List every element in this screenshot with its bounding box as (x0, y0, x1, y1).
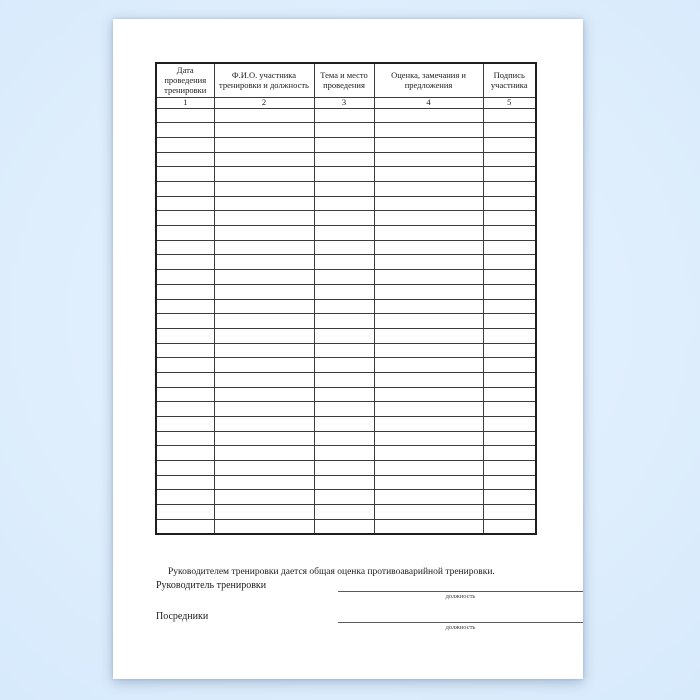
table-cell (374, 299, 483, 314)
table-cell (214, 417, 314, 432)
table-cell (483, 108, 536, 123)
signature-label-mediators: Посредники (156, 611, 209, 622)
table-cell (314, 255, 374, 270)
table-cell (156, 505, 214, 520)
table-cell (314, 211, 374, 226)
table-row (156, 490, 536, 505)
table-cell (156, 196, 214, 211)
table-body (156, 108, 536, 534)
table-cell (374, 284, 483, 299)
table-row (156, 152, 536, 167)
signature-row-mediators (156, 611, 541, 635)
table-cell (214, 505, 314, 520)
header-cell-name-position: Ф.И.О. участника тренировки и должность (214, 63, 314, 97)
table-row (156, 372, 536, 387)
table-cell (214, 446, 314, 461)
table-row (156, 182, 536, 197)
table-row (156, 328, 536, 343)
table-row (156, 284, 536, 299)
table-cell (314, 402, 374, 417)
table-cell (483, 402, 536, 417)
table-cell (483, 519, 536, 534)
table-cell (156, 211, 214, 226)
table-cell (374, 431, 483, 446)
table-cell (374, 461, 483, 476)
table-cell (214, 461, 314, 476)
table-cell (483, 137, 536, 152)
table-cell (483, 475, 536, 490)
table-cell (314, 490, 374, 505)
table-cell (483, 431, 536, 446)
table-cell (374, 417, 483, 432)
table-cell (374, 490, 483, 505)
table-cell (314, 358, 374, 373)
table-cell (314, 182, 374, 197)
header-cell-topic-place: Тема и место проведения (314, 63, 374, 97)
column-number-cell: 5 (483, 97, 536, 108)
table-cell (483, 417, 536, 432)
table-cell (156, 417, 214, 432)
table-cell (483, 461, 536, 476)
table-cell (156, 255, 214, 270)
table-cell (214, 490, 314, 505)
table-cell (374, 240, 483, 255)
table-cell (214, 358, 314, 373)
table-cell (314, 431, 374, 446)
table-cell (483, 182, 536, 197)
table-cell (314, 519, 374, 534)
table-cell (214, 475, 314, 490)
header-cell-evaluation: Оценка, замечания и предложения (374, 63, 483, 97)
table-cell (374, 182, 483, 197)
table-row (156, 343, 536, 358)
table-cell (314, 123, 374, 138)
table-cell (214, 343, 314, 358)
table-cell (156, 284, 214, 299)
table-row (156, 387, 536, 402)
table-cell (314, 137, 374, 152)
signature-caption-position: должность (445, 593, 476, 600)
document-page (113, 19, 583, 679)
table-cell (374, 211, 483, 226)
table-cell (483, 358, 536, 373)
header-cell-date: Дата проведения тренировки (156, 63, 214, 97)
table-cell (314, 446, 374, 461)
table-cell (374, 255, 483, 270)
table-row (156, 240, 536, 255)
table-row (156, 196, 536, 211)
table-cell (314, 284, 374, 299)
column-number-cell: 1 (156, 97, 214, 108)
table-cell (214, 387, 314, 402)
table-cell (156, 431, 214, 446)
table-cell (214, 284, 314, 299)
table-cell (214, 402, 314, 417)
table-cell (483, 314, 536, 329)
table-cell (483, 299, 536, 314)
table-cell (483, 284, 536, 299)
table-row (156, 431, 536, 446)
table-cell (483, 255, 536, 270)
table-cell (483, 490, 536, 505)
signature-row-leader (156, 580, 541, 604)
table-cell (214, 372, 314, 387)
table-cell (483, 167, 536, 182)
table-cell (214, 431, 314, 446)
table-cell (214, 314, 314, 329)
table-row (156, 446, 536, 461)
table-cell (156, 328, 214, 343)
table-cell (156, 240, 214, 255)
table-header (156, 63, 536, 108)
table-cell (483, 328, 536, 343)
table-cell (314, 167, 374, 182)
table-cell (314, 461, 374, 476)
table-cell (483, 226, 536, 241)
table-cell (214, 152, 314, 167)
table-row (156, 519, 536, 534)
summary-note: Руководителем тренировки дается общая оценка противоаварийной тренировки. (168, 567, 495, 577)
table-cell (156, 270, 214, 285)
table-row (156, 226, 536, 241)
table-cell (156, 299, 214, 314)
table-cell (483, 446, 536, 461)
table-cell (214, 182, 314, 197)
table-cell (374, 152, 483, 167)
table-cell (314, 240, 374, 255)
table-cell (483, 152, 536, 167)
table-cell (214, 123, 314, 138)
table-header-row (156, 63, 536, 97)
table-cell (374, 475, 483, 490)
table-cell (374, 358, 483, 373)
table-cell (483, 123, 536, 138)
table-cell (156, 123, 214, 138)
table-cell (374, 519, 483, 534)
table-cell (314, 152, 374, 167)
table-cell (214, 255, 314, 270)
table-cell (156, 152, 214, 167)
table-cell (314, 505, 374, 520)
table-cell (483, 387, 536, 402)
table-cell (214, 137, 314, 152)
table-cell (483, 372, 536, 387)
table-cell (314, 299, 374, 314)
table-cell (314, 328, 374, 343)
table-cell (156, 226, 214, 241)
table-cell (374, 196, 483, 211)
table-cell (156, 358, 214, 373)
table-cell (374, 226, 483, 241)
table-cell (214, 519, 314, 534)
table-row (156, 358, 536, 373)
table-row (156, 475, 536, 490)
table-cell (314, 196, 374, 211)
header-cell-signature: Подпись участника (483, 63, 536, 97)
table-cell (483, 505, 536, 520)
table-cell (214, 299, 314, 314)
table-cell (156, 314, 214, 329)
table-cell (214, 328, 314, 343)
table-cell (483, 270, 536, 285)
table-row (156, 123, 536, 138)
signature-label-leader: Руководитель тренировки (156, 580, 267, 591)
table-cell (156, 343, 214, 358)
table-cell (314, 226, 374, 241)
column-number-row (156, 97, 536, 108)
table-cell (214, 226, 314, 241)
table-cell (156, 446, 214, 461)
table-row (156, 505, 536, 520)
table-cell (483, 240, 536, 255)
signature-line-group (338, 580, 583, 600)
table-cell (374, 137, 483, 152)
table-cell (156, 372, 214, 387)
table-row (156, 108, 536, 123)
table-cell (374, 446, 483, 461)
table-cell (374, 402, 483, 417)
table-cell (314, 314, 374, 329)
table-cell (374, 372, 483, 387)
table-cell (374, 387, 483, 402)
table-row (156, 402, 536, 417)
table-cell (214, 196, 314, 211)
table-cell (214, 167, 314, 182)
table-row (156, 299, 536, 314)
table-cell (314, 372, 374, 387)
signature-line (338, 580, 583, 592)
table-cell (156, 490, 214, 505)
table-row (156, 137, 536, 152)
table-cell (214, 211, 314, 226)
table-cell (374, 108, 483, 123)
table-cell (214, 270, 314, 285)
table-cell (214, 240, 314, 255)
table-cell (374, 167, 483, 182)
table-cell (314, 343, 374, 358)
table-cell (156, 387, 214, 402)
table-cell (374, 314, 483, 329)
table-cell (156, 475, 214, 490)
column-number-cell: 2 (214, 97, 314, 108)
table-cell (156, 519, 214, 534)
table-cell (156, 402, 214, 417)
table-cell (314, 417, 374, 432)
table-row (156, 211, 536, 226)
table-cell (214, 108, 314, 123)
table-cell (374, 270, 483, 285)
table-cell (314, 108, 374, 123)
signature-line-group (338, 611, 583, 631)
table-row (156, 461, 536, 476)
training-log-table (155, 62, 537, 535)
table-cell (374, 123, 483, 138)
table-cell (374, 505, 483, 520)
signature-line (338, 611, 583, 623)
table-cell (374, 343, 483, 358)
table-cell (483, 211, 536, 226)
table-cell (156, 182, 214, 197)
table-row (156, 270, 536, 285)
table-cell (156, 108, 214, 123)
table-cell (483, 343, 536, 358)
table-cell (374, 328, 483, 343)
table-row (156, 255, 536, 270)
table-row (156, 167, 536, 182)
table-cell (156, 137, 214, 152)
table-row (156, 314, 536, 329)
table-cell (314, 475, 374, 490)
signature-caption-position: должность (445, 624, 476, 631)
table-row (156, 417, 536, 432)
column-number-cell: 3 (314, 97, 374, 108)
table-cell (314, 387, 374, 402)
table-cell (483, 196, 536, 211)
column-number-cell: 4 (374, 97, 483, 108)
table-cell (314, 270, 374, 285)
table-cell (156, 167, 214, 182)
table-cell (156, 461, 214, 476)
